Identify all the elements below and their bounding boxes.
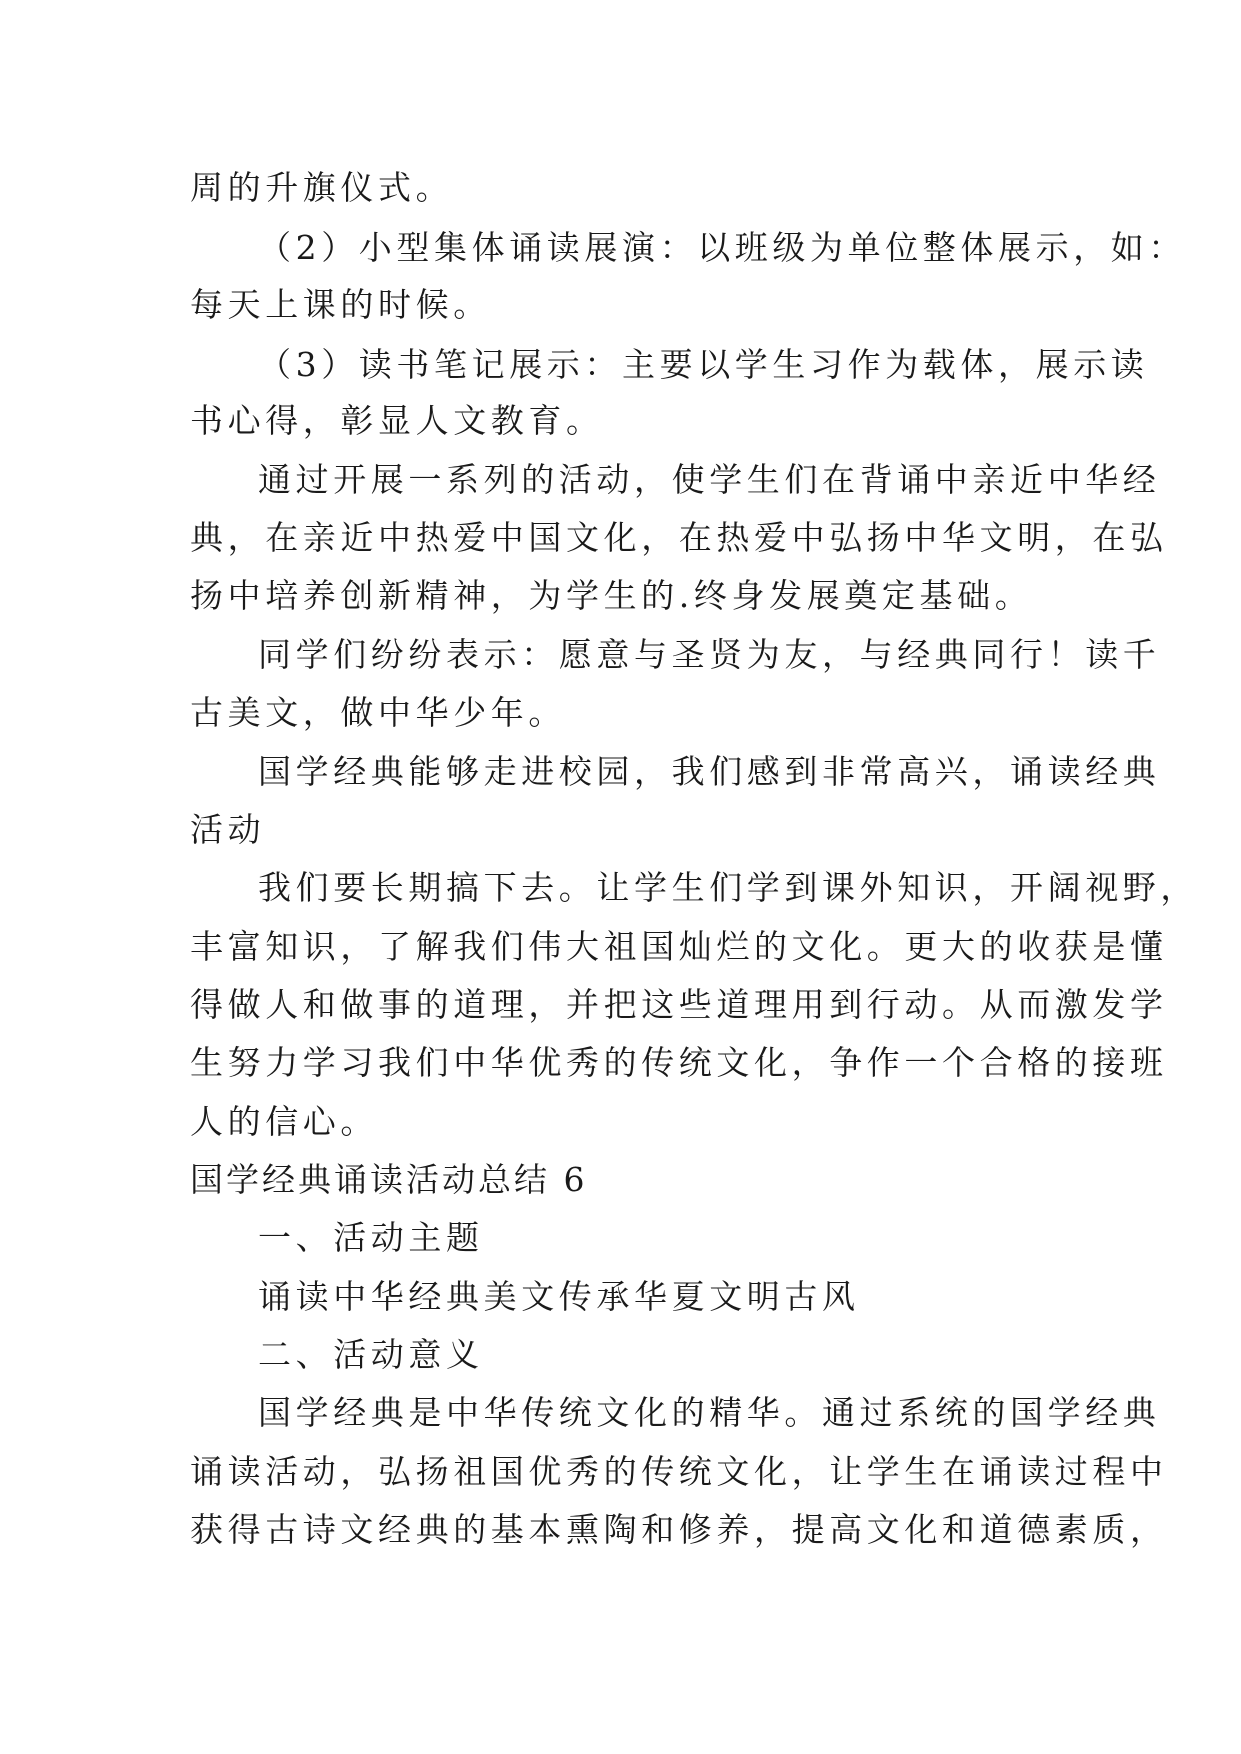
text-line: 扬中培养创新精神，为学生的.终身发展奠定基础。: [190, 576, 1033, 615]
text-line: 丰富知识，了解我们伟大祖国灿烂的文化。更大的收获是懂: [190, 927, 1168, 966]
text-line: 书心得，彰显人文教育。: [190, 401, 604, 440]
text-line: （3）读书笔记展示：主要以学生习作为载体，展示读: [258, 345, 1149, 384]
text-line: 通过开展一系列的活动，使学生们在背诵中亲近中华经: [258, 460, 1161, 499]
text-line: 人的信心。: [190, 1102, 378, 1141]
text-line: 我们要长期搞下去。让学生们学到课外知识，开阔视野，: [258, 868, 1198, 907]
text-line: 周的升旗仪式。: [190, 168, 454, 207]
section-heading: 二、活动意义: [258, 1335, 484, 1374]
text-line: 古美文，做中华少年。: [190, 693, 566, 732]
text-line: 诵读活动，弘扬祖国优秀的传统文化，让学生在诵读过程中: [190, 1452, 1168, 1491]
text-line: 每天上课的时候。: [190, 285, 491, 324]
text-line: 诵读中华经典美文传承华夏文明古风: [258, 1277, 860, 1316]
section-title: 国学经典诵读活动总结 6: [190, 1160, 588, 1199]
text-line: 活动: [190, 810, 266, 849]
text-line: 国学经典能够走进校园，我们感到非常高兴，诵读经典: [258, 752, 1161, 791]
text-line: 生努力学习我们中华优秀的传统文化，争作一个合格的接班: [190, 1043, 1168, 1082]
text-line: 得做人和做事的道理，并把这些道理用到行动。从而激发学: [190, 985, 1168, 1024]
section-heading: 一、活动主题: [258, 1218, 484, 1257]
text-line: 典，在亲近中热爱中国文化，在热爱中弘扬中华文明，在弘: [190, 518, 1168, 557]
text-line: 同学们纷纷表示：愿意与圣贤为友，与经典同行！读千: [258, 635, 1161, 674]
text-line: 获得古诗文经典的基本熏陶和修养，提高文化和道德素质，: [190, 1510, 1168, 1549]
text-line: （2）小型集体诵读展演：以班级为单位整体展示，如：: [258, 228, 1186, 267]
text-line: 国学经典是中华传统文化的精华。通过系统的国学经典: [258, 1393, 1161, 1432]
